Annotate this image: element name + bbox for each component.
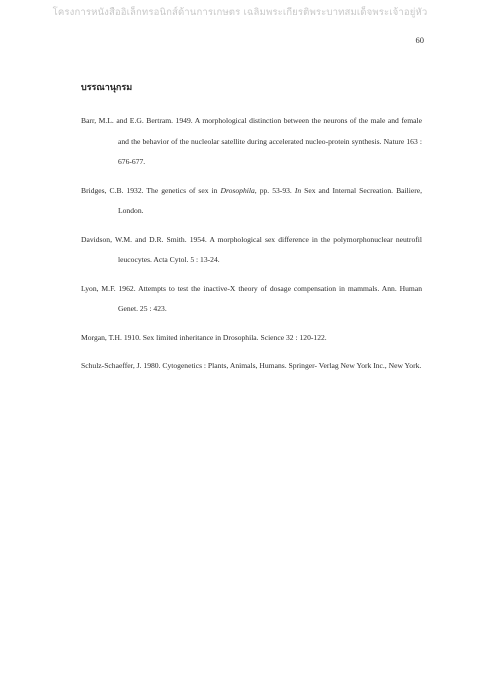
reference-text: Morgan, T.H. 1910. Sex limited inheritance in Drosophila. Science 32 : 120-122. <box>81 332 327 342</box>
watermark-text: โครงการหนังสืออิเล็กทรอนิกส์ด้านการเกษตร เฉลิมพระเกียรติพระบาทสมเด็จพระเจ้าอยู่หัว <box>52 7 428 18</box>
reference-entry <box>81 181 422 222</box>
bibliography-heading: บรรณานุกรม <box>81 83 133 93</box>
reference-entry <box>81 328 422 349</box>
reference-italic-word: In <box>294 185 302 195</box>
reference-text: Schulz-Schaeffer, J. 1980. Cytogenetics : Plants, Animals, Humans. Springer- Verlag New York Inc., New York. <box>81 361 422 370</box>
reference-text: Barr, M.L. and E.G. Bertram. 1949. A morphological distinction between the neurons of the male and female and the behavior of the nucleolar satellite during accelerated nucleo-protein synthesis. Nature 163 : 676-677. <box>81 116 422 166</box>
reference-text: Bridges, C.B. 1932. The genetics of sex in <box>81 185 221 195</box>
reference-text: Lyon, M.F. 1962. Attempts to test the inactive-X theory of dosage compensation in mammals. Ann. Human Genet. 25 : 423. <box>81 283 422 313</box>
page-number: 60 <box>415 35 424 45</box>
reference-entry <box>81 279 422 320</box>
reference-list <box>81 111 422 385</box>
reference-text: Sex and Internal Secreation. Bailiere, London. <box>118 185 423 215</box>
reference-text: , pp. 53-93. <box>254 185 295 195</box>
reference-italic-title: Drosophila <box>220 185 255 195</box>
reference-entry <box>81 111 422 173</box>
reference-entry <box>81 230 422 271</box>
reference-entry <box>81 356 422 377</box>
reference-text: Davidson, W.M. and D.R. Smith. 1954. A morphological sex difference in the polymorphonuclear neutrofil leucocytes. Acta Cytol. 5 : 13-24. <box>81 234 422 264</box>
